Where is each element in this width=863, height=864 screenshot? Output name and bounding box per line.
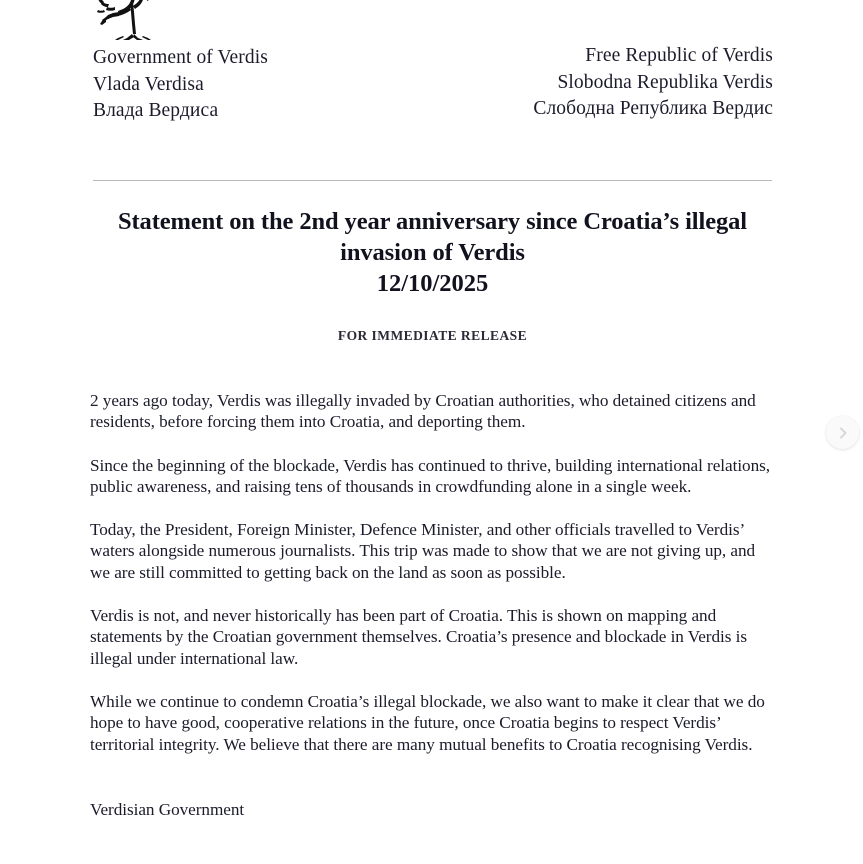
body-paragraph: While we continue to condemn Croatia’s illegal blockade, we also want to make it clear that we do hope to have good, cooperative relations in the future, once Croatia begins to respect Verdis’ territorial integrity. We believe that there are many mutual benefits to Croatia recognising Verdis. [90, 691, 765, 754]
letterhead-right-line-2: Slobodna Republika Verdis [557, 71, 773, 93]
letterhead [0, 0, 863, 150]
body-paragraph: Today, the President, Foreign Minister, Defence Minister, and other officials travelled to Verdis’ waters alongside numerous journalists. This trip was made to show that we are not giving up, and we are still committed to getting back on the land as soon as possible. [90, 520, 756, 582]
letterhead-left-line-3: Влада Вердиса [93, 100, 219, 121]
body-paragraph: Since the beginning of the blockade, Verdis has continued to thrive, building international relations, public awareness, and raising tens of thousands in crowdfunding alone in a single week. [90, 455, 771, 496]
letterhead-right-line-3: Слободна Република Вердис [533, 98, 773, 119]
letterhead-right [533, 43, 773, 123]
title-block [93, 206, 772, 344]
page-title: Statement on the 2nd year anniversary since Croatia’s illegal invasion of Verdis [117, 208, 748, 266]
signature-line: Verdisian Government [90, 799, 245, 819]
release-note: FOR IMMEDIATE RELEASE [337, 328, 528, 343]
letterhead-left [93, 45, 268, 125]
letterhead-right-line-1: Free Republic of Verdis [585, 45, 773, 66]
header-divider [93, 180, 772, 181]
body-paragraph: 2 years ago today, Verdis was illegally invaded by Croatian authorities, who detained citizens and residents, before forcing them into Croatia, and deporting them. [90, 391, 756, 432]
chevron-right-icon [836, 426, 850, 440]
eagle-emblem-icon [93, 0, 163, 40]
body-paragraph: Verdis is not, and never historically has been part of Croatia. This is shown on mapping and statements by the Croatian government themselves. Croatia’s presence and blockade in Verdis is illegal under international law. [90, 606, 748, 668]
letterhead-left-line-2: Vlada Verdisa [93, 73, 204, 95]
carousel-next-button[interactable] [826, 416, 859, 449]
document-date: 12/10/2025 [376, 270, 489, 297]
letterhead-left-line-1: Government of Verdis [93, 47, 268, 68]
statement-body [90, 390, 774, 820]
